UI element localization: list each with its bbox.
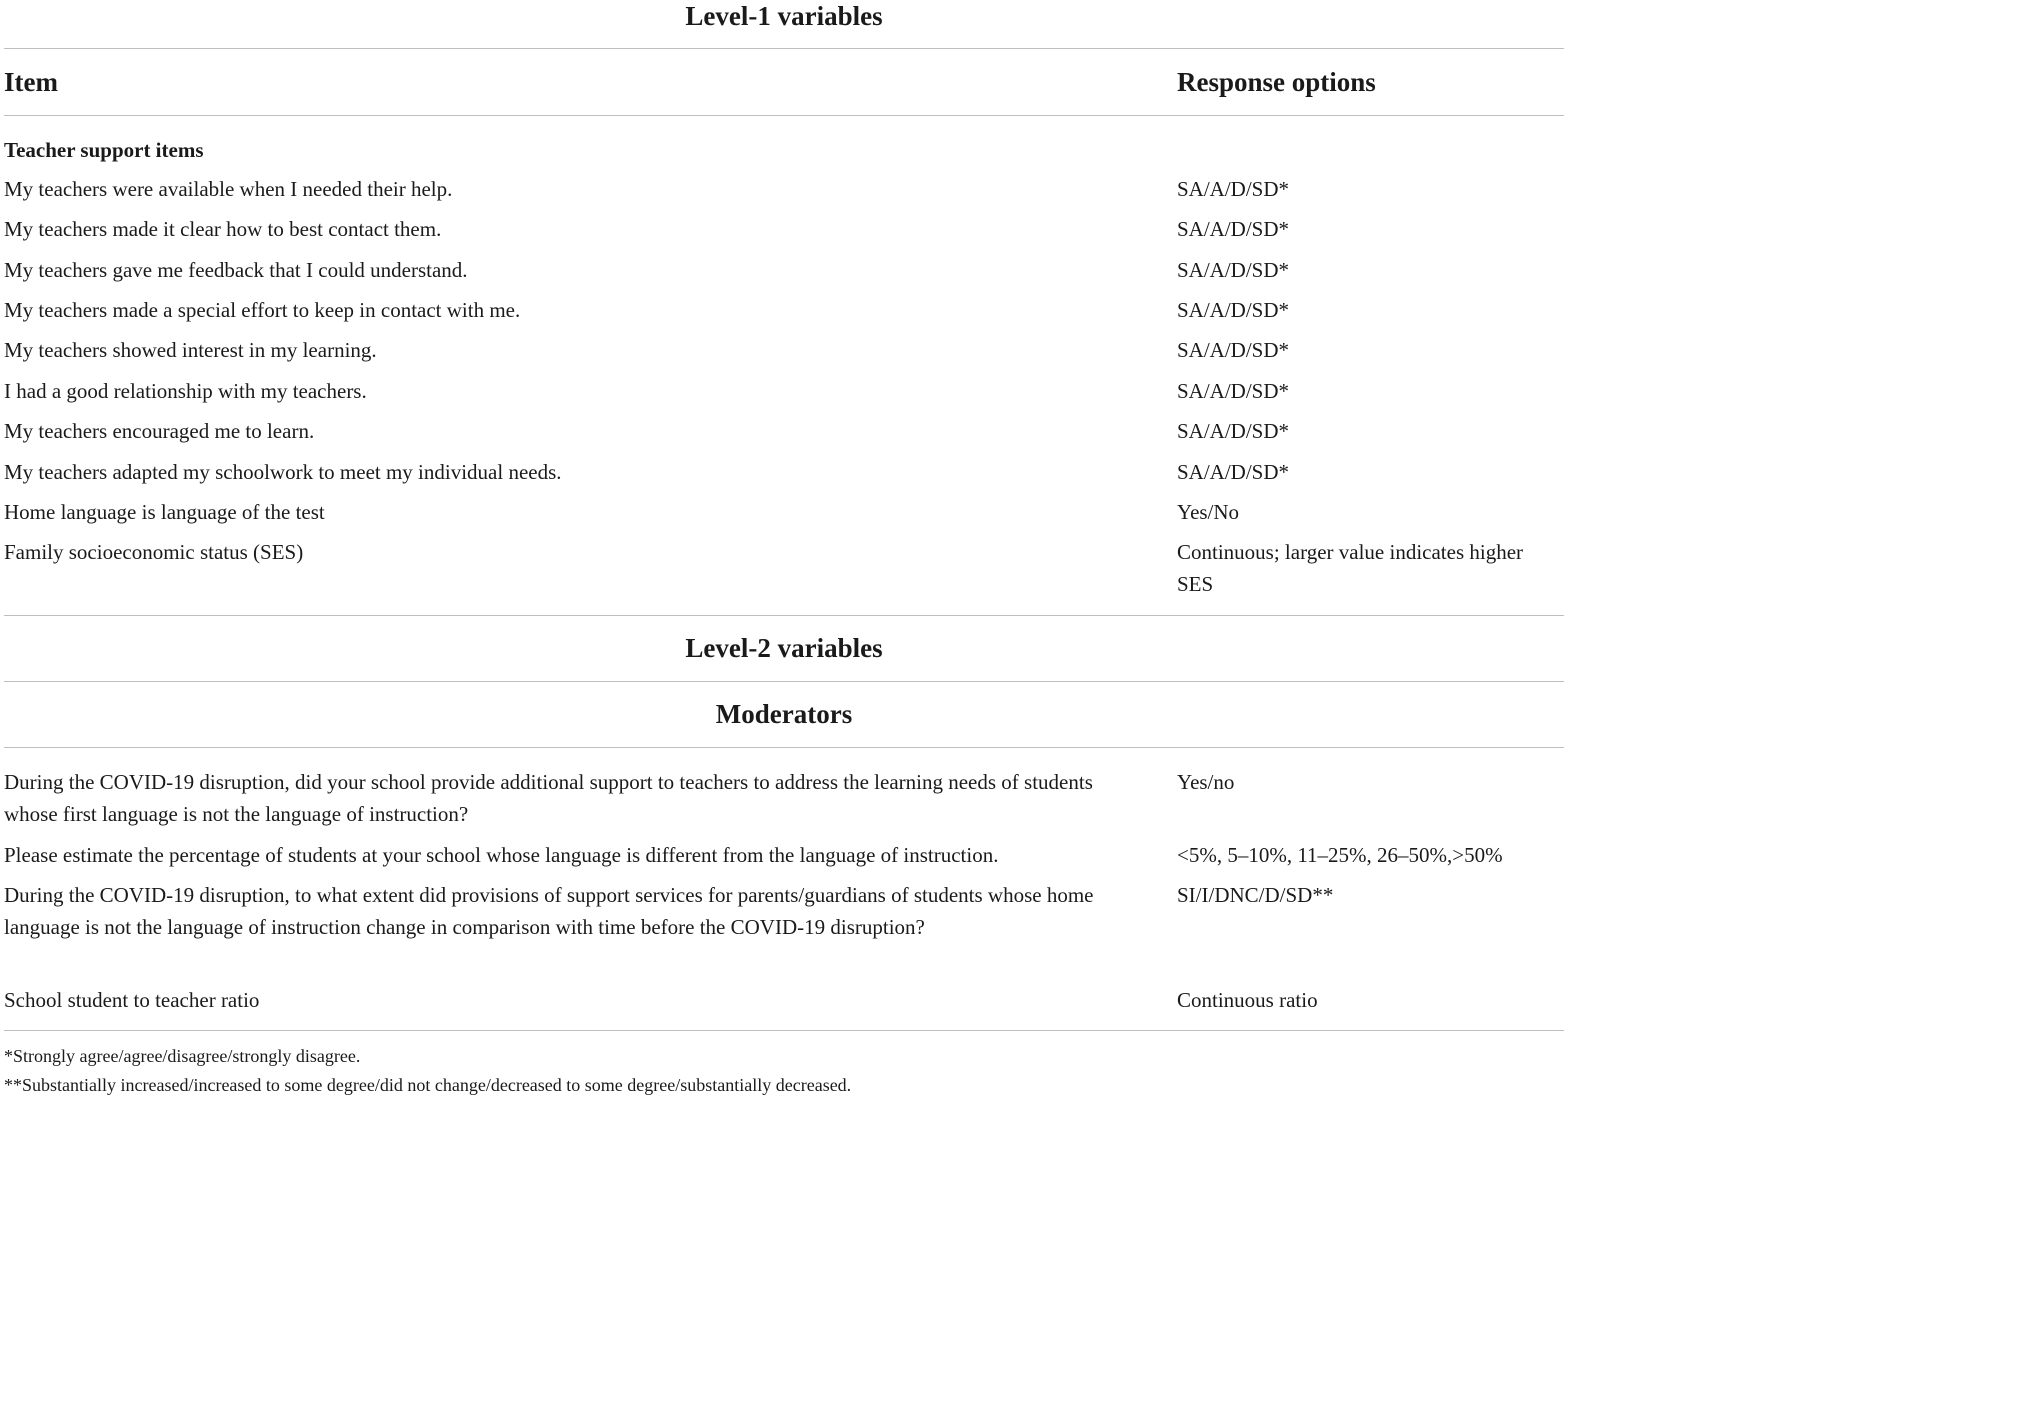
row-response: SA/A/D/SD*	[1177, 217, 1290, 241]
row-item: During the COVID-19 disruption, to what extent did provisions of support services for parents/guardians of students whose home language is not the language of instruction change in comparison with time before the COVID-19 disruption?	[4, 883, 1094, 939]
row-item: My teachers made a special effort to keep in contact with me.	[4, 298, 521, 322]
row-item: My teachers were available when I needed their help.	[4, 177, 453, 201]
row-response: Yes/No	[1177, 500, 1240, 524]
row-response: SA/A/D/SD*	[1177, 379, 1290, 403]
row-item: Please estimate the percentage of students at your school whose language is different from the language of instruction.	[4, 843, 999, 867]
row-item: My teachers made it clear how to best contact them.	[4, 217, 442, 241]
response-column-header: Response options	[1177, 67, 1376, 97]
rule	[4, 48, 1564, 49]
teacher-support-heading: Teacher support items	[4, 138, 204, 162]
row-item: My teachers adapted my schoolwork to meet my individual needs.	[4, 460, 562, 484]
row-response: SA/A/D/SD*	[1177, 177, 1290, 201]
row-item: My teachers gave me feedback that I could understand.	[4, 258, 468, 282]
footnote: **Substantially increased/increased to some degree/did not change/decreased to some degree/substantially decreased.	[4, 1075, 852, 1095]
level2-heading: Level-2 variables	[685, 633, 883, 663]
row-response: SA/A/D/SD*	[1177, 258, 1290, 282]
row-item: My teachers encouraged me to learn.	[4, 419, 315, 443]
row-item: Family socioeconomic status (SES)	[4, 540, 304, 564]
row-item: During the COVID-19 disruption, did your school provide additional support to teachers to address the learning needs of students whose first language is not the language of instruction?	[4, 770, 1093, 826]
row-item: I had a good relationship with my teachers.	[4, 379, 367, 403]
footnote: *Strongly agree/agree/disagree/strongly disagree.	[4, 1046, 361, 1066]
row-response: <5%, 5–10%, 11–25%, 26–50%,>50%	[1177, 843, 1503, 867]
row-response: Continuous ratio	[1177, 988, 1318, 1012]
rule	[4, 115, 1564, 116]
row-item: My teachers showed interest in my learning.	[4, 338, 377, 362]
item-column-header: Item	[4, 67, 58, 97]
row-response: SA/A/D/SD*	[1177, 460, 1290, 484]
row-response: SA/A/D/SD*	[1177, 338, 1290, 362]
row-item: School student to teacher ratio	[4, 988, 260, 1012]
rule	[4, 615, 1564, 616]
rule	[4, 747, 1564, 748]
row-response: SA/A/D/SD*	[1177, 419, 1290, 443]
rule	[4, 1030, 1564, 1031]
row-response: SI/I/DNC/D/SD**	[1177, 883, 1334, 907]
level1-heading: Level-1 variables	[685, 1, 883, 31]
row-item: Home language is language of the test	[4, 500, 325, 524]
moderators-heading: Moderators	[715, 699, 853, 729]
row-response: Continuous; larger value indicates higher SES	[1177, 540, 1524, 596]
rule	[4, 681, 1564, 682]
row-response: Yes/no	[1177, 770, 1235, 794]
row-response: SA/A/D/SD*	[1177, 298, 1290, 322]
